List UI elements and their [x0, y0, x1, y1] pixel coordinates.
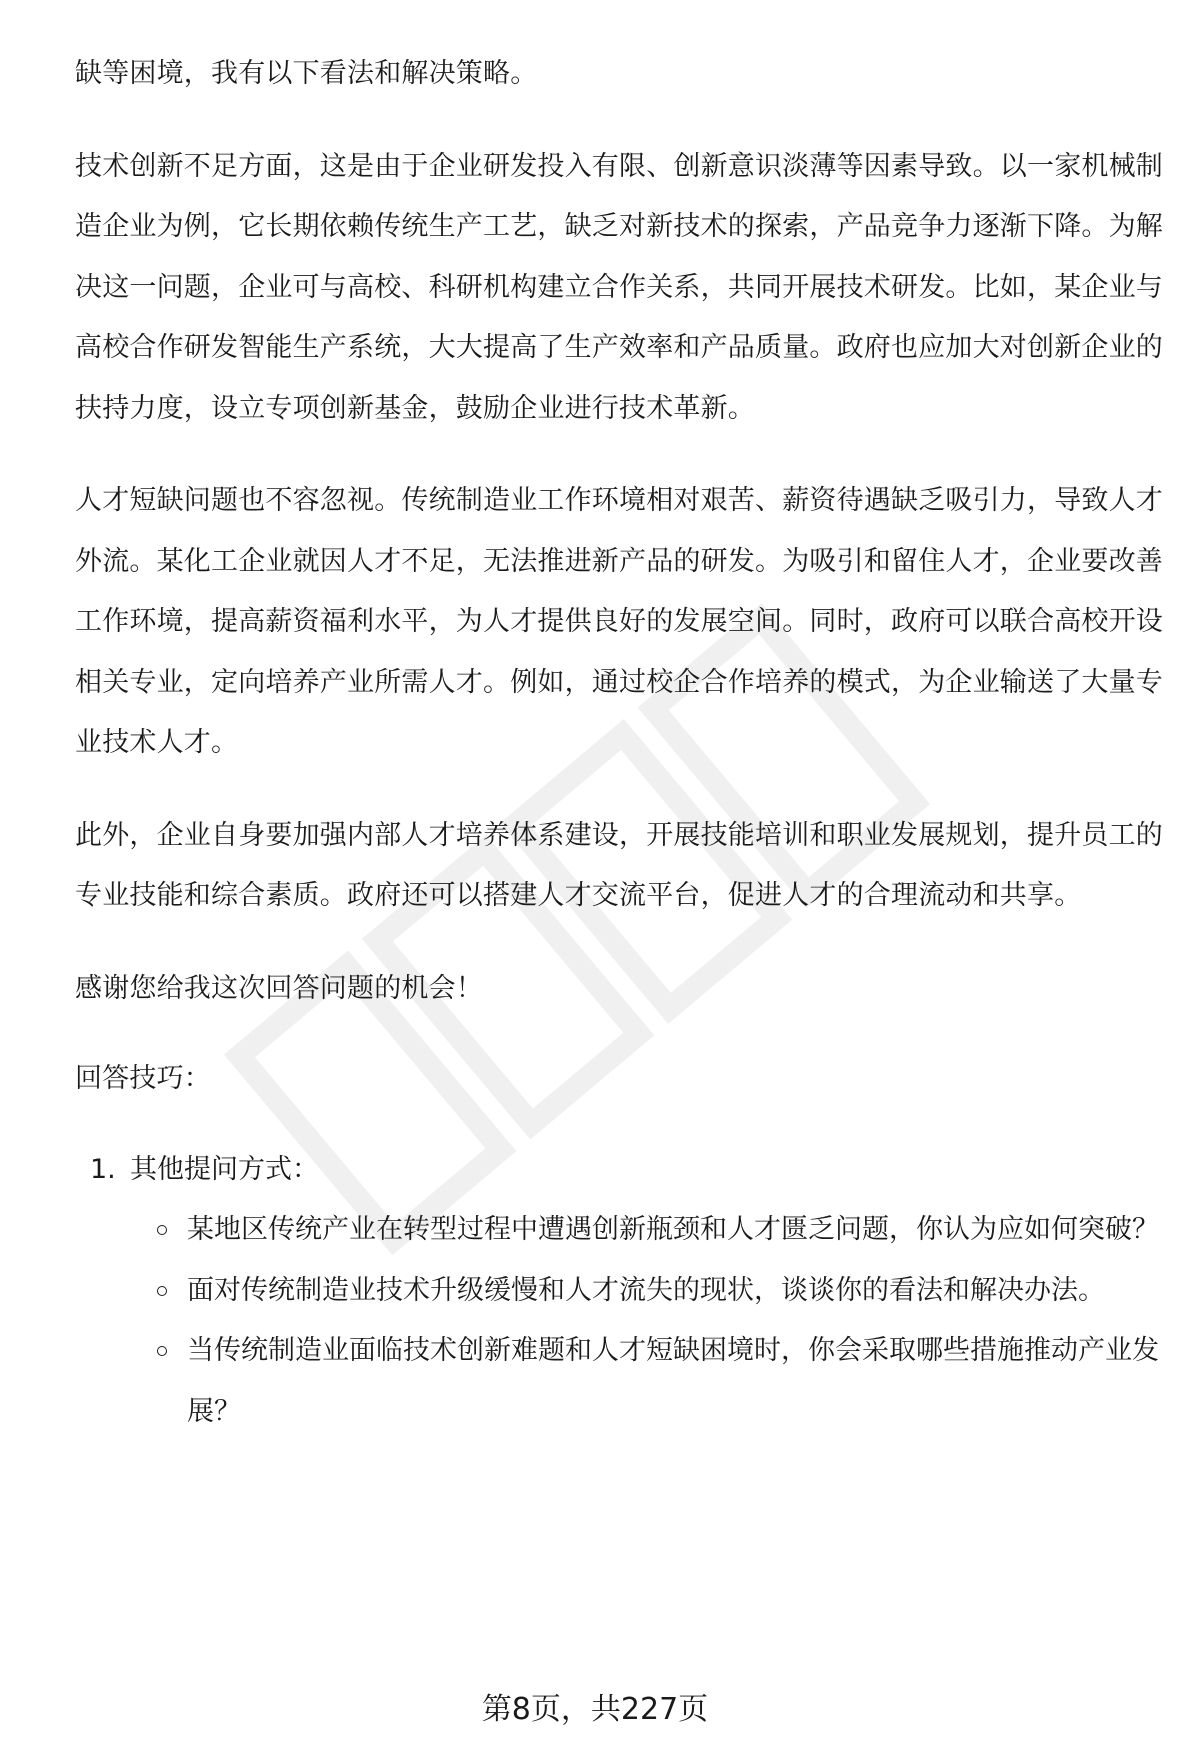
list-item — [75, 1200, 1165, 1261]
circle-bullet-icon — [157, 1225, 167, 1235]
list-item-text: 当传统制造业面临技术创新难题和人才短缺困境时，你会采取哪些措施推动产业发展？ — [187, 1335, 1159, 1427]
page-number-footer: 第8页，共227页 — [481, 1692, 709, 1727]
circle-bullet-icon — [157, 1286, 167, 1296]
list-item — [75, 1261, 1165, 1322]
paragraph-thanks: 感谢您给我这次回答问题的机会！ — [75, 972, 483, 1004]
list-item-text: 面对传统制造业技术升级缓慢和人才流失的现状，谈谈你的看法和解决办法。 — [187, 1274, 1105, 1306]
paragraph-intro: 缺等困境，我有以下看法和解决策略。 — [75, 58, 538, 89]
tips-heading: 回答技巧： — [75, 1063, 211, 1094]
alternative-questions-list — [75, 1200, 1165, 1442]
list-item-title: 其他提问方式： — [130, 1153, 319, 1185]
list-item-text: 某地区传统产业在转型过程中遭遇创新瓶颈和人才匮乏问题，你认为应如何突破？ — [187, 1214, 1159, 1245]
paragraph-tech-innovation: 技术创新不足方面，这是由于企业研发投入有限、创新意识淡薄等因素导致。以一家机械制造企业为例，它长期依赖传统生产工艺，缺乏对新技术的探索，产品竞争力逐渐下降。为解决这一问题，企业可与高校、科研机构建立合作关系，共同开展技术研发。比如，某企业与高校合作研发智能生产系统，大大提高了生产效率和产品质量。政府也应加大对创新企业的扶持力度，设立专项创新基金，鼓励企业进行技术革新。 — [75, 150, 1163, 424]
list-number: 1. — [90, 1153, 116, 1185]
document-body — [75, 44, 1165, 1442]
circle-bullet-icon — [157, 1346, 167, 1356]
list-item — [75, 1321, 1165, 1442]
paragraph-additional: 此外，企业自身要加强内部人才培养体系建设，开展技能培训和职业发展规划，提升员工的专业技能和综合素质。政府还可以搭建人才交流平台，促进人才的合理流动和共享。 — [75, 819, 1163, 911]
paragraph-talent-shortage: 人才短缺问题也不容忽视。传统制造业工作环境相对艰苦、薪资待遇缺乏吸引力，导致人才外流。某化工企业就因人才不足，无法推进新产品的研发。为吸引和留住人才，企业要改善工作环境，提高薪资福利水平，为人才提供良好的发展空间。同时，政府可以联合高校开设相关专业，定向培养产业所需人才。例如，通过校企合作培养的模式，为企业输送了大量专业技术人才。 — [75, 485, 1163, 758]
ordered-list-item — [75, 1140, 1165, 1201]
